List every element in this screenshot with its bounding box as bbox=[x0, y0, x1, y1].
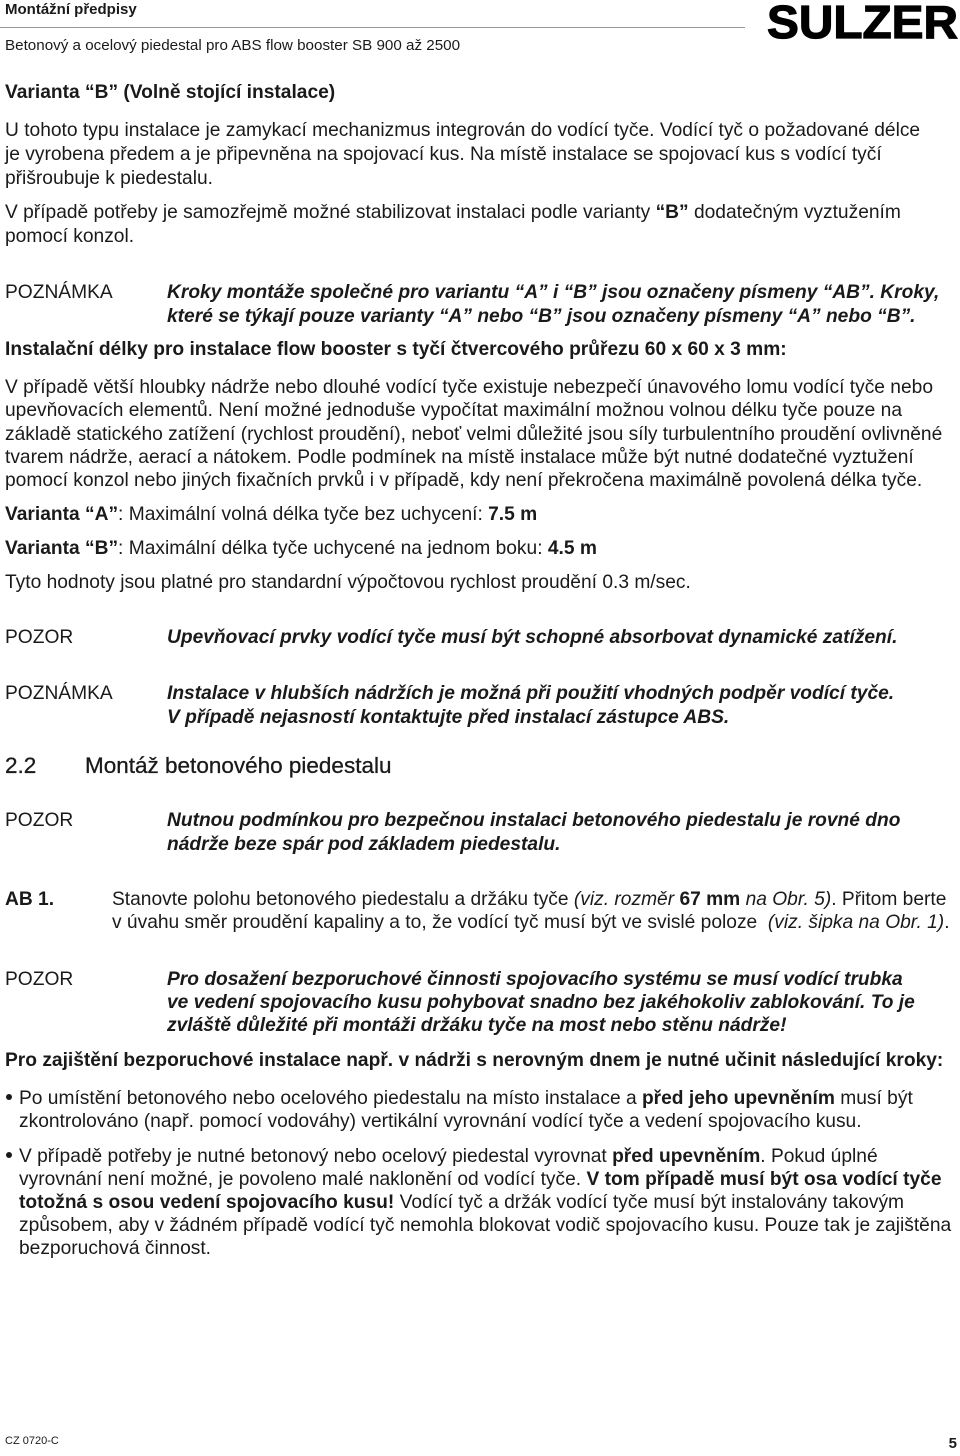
note-line: které se týkají pouze varianty “A” nebo “B” jsou označeny písmeny “A” nebo “B”. bbox=[167, 306, 916, 327]
section-heading: Varianta “B” (Volně stojící instalace) bbox=[5, 82, 336, 103]
caution-label: POZOR bbox=[5, 627, 74, 648]
text-run: . Pokud úplné bbox=[760, 1146, 878, 1167]
text-run: V případě potřeby je nutné betonový nebo ocelový piedestal vyrovnat bbox=[19, 1146, 613, 1167]
emphasis-text: totožná s osou vedení spojovacího kusu! bbox=[19, 1192, 395, 1213]
length-description: : Maximální délka tyče uchycené na jednom boku: bbox=[118, 538, 548, 559]
list-item-line bbox=[19, 1191, 904, 1215]
dimension-value: 67 mm bbox=[679, 889, 741, 910]
document-code: CZ 0720-C bbox=[5, 1435, 59, 1447]
variant-label: Varianta “B” bbox=[5, 538, 119, 559]
caution-line: nádrže beze spár pod základem piedestalu. bbox=[167, 834, 561, 855]
length-value: 7.5 m bbox=[488, 504, 538, 525]
length-value: 4.5 m bbox=[547, 538, 597, 559]
text-run: . bbox=[944, 912, 950, 933]
section-heading: Instalační délky pro instalace flow booster s tyčí čtvercového průřezu 60 x 60 x 3 mm: bbox=[5, 339, 787, 360]
variant-a-length bbox=[5, 503, 537, 527]
page-number: 5 bbox=[948, 1435, 957, 1452]
caution-line: zvláště důležité při montáži držáku tyče na most nebo stěnu nádrže! bbox=[167, 1015, 787, 1036]
emphasis-text: před jeho upevněním bbox=[641, 1088, 835, 1109]
section-number: 2.2 bbox=[5, 753, 37, 778]
variant-letter: “B” bbox=[655, 202, 689, 223]
text-run: dodatečným vyztužením bbox=[688, 202, 901, 223]
paragraph-line bbox=[5, 201, 901, 225]
text-run: Stanovte polohu betonového piedestalu a držáku tyče bbox=[112, 889, 574, 910]
paragraph-line: pomocí konzol. bbox=[5, 226, 135, 247]
caution-line: Upevňovací prvky vodící tyče musí být schopné absorbovat dynamické zatížení. bbox=[167, 627, 898, 648]
list-item-line: zkontrolováno (např. pomocí vodováhy) vertikální vyrovnání vodící tyče a vedení spojovacího kusu. bbox=[19, 1111, 862, 1132]
manual-subtitle: Betonový a ocelový piedestal pro ABS flow booster SB 900 až 2500 bbox=[5, 37, 461, 54]
paragraph-line: V případě větší hloubky nádrže nebo dlouhé vodící tyče existuje nebezpečí únavového lomu vodící tyče nebo bbox=[5, 377, 933, 398]
caution-label: POZOR bbox=[5, 810, 74, 831]
sulzer-logo bbox=[766, 3, 959, 40]
note-line: Instalace v hlubších nádržích je možná při použití vhodných podpěr vodící tyče. bbox=[167, 683, 895, 704]
text-run: v úvahu směr proudění kapaliny a to, že vodící tyč musí být ve svislé poloze bbox=[112, 912, 768, 933]
list-item-line: bezporuchová činnost. bbox=[19, 1238, 211, 1259]
list-item-line bbox=[19, 1168, 942, 1192]
steps-heading: Pro zajištění bezporuchové instalace např. v nádrži s nerovným dnem je nutné učinit následující kroky: bbox=[5, 1050, 944, 1071]
text-run: musí být bbox=[834, 1088, 913, 1109]
text-run: vyrovnání není možné, je povoleno malé naklonění od vodící tyče. bbox=[19, 1169, 587, 1190]
caution-line: Pro dosažení bezporuchové činnosti spojovacího systému se musí vodící trubka bbox=[167, 969, 903, 990]
figure-reference: (viz. šipka na Obr. 1) bbox=[767, 912, 945, 933]
step-label: AB 1. bbox=[5, 889, 55, 910]
text-run: V případě potřeby je samozřejmě možné stabilizovat instalaci podle varianty bbox=[5, 202, 656, 223]
paragraph-line: U tohoto typu instalace je zamykací mechanizmus integrován do vodící tyče. Vodící tyč o požadované délce bbox=[5, 120, 921, 141]
step-line bbox=[112, 888, 946, 912]
bullet-icon bbox=[6, 1152, 12, 1158]
text-run: Vodící tyč a držák vodící tyče musí být instalovány takovým bbox=[394, 1192, 905, 1213]
emphasis-text: před upevněním bbox=[612, 1146, 761, 1167]
step-line bbox=[112, 911, 950, 935]
caution-line: Nutnou podmínkou pro bezpečnou instalaci betonového piedestalu je rovné dno bbox=[167, 810, 901, 831]
manual-title: Montážní předpisy bbox=[5, 1, 137, 18]
caution-line: ve vedení spojovacího kusu pohybovat snadno bez jakéhokoliv zablokování. To je bbox=[167, 992, 915, 1013]
note-line: Kroky montáže společné pro variantu “A” i “B” jsou označeny písmeny “AB”. Kroky, bbox=[167, 282, 940, 303]
figure-reference: (viz. rozměr bbox=[573, 889, 680, 910]
logo-wordmark: SULZER bbox=[767, 3, 958, 40]
section-title: Montáž betonového piedestalu bbox=[85, 753, 392, 778]
bullet-icon bbox=[6, 1094, 12, 1100]
text-run: Po umístění betonového nebo ocelového piedestalu na místo instalace a bbox=[19, 1088, 642, 1109]
list-item-line bbox=[19, 1145, 878, 1169]
variant-label: Varianta “A” bbox=[5, 504, 119, 525]
note-label: POZNÁMKA bbox=[5, 683, 113, 704]
paragraph-line: upevňovacích elementů. Není možné jednoduše vypočítat maximální možnou volnou délku tyče pouze na bbox=[5, 400, 903, 421]
paragraph-line: je vyrobena předem a je připevněna na spojovací kus. Na místě instalace se spojovací kus s vodící tyčí bbox=[5, 144, 882, 165]
note-label: POZNÁMKA bbox=[5, 282, 113, 303]
header-divider bbox=[0, 27, 745, 28]
figure-reference: na Obr. 5) bbox=[740, 889, 832, 910]
length-description: : Maximální volná délka tyče bez uchycení: bbox=[118, 504, 489, 525]
paragraph-line: Tyto hodnoty jsou platné pro standardní výpočtovou rychlost proudění 0.3 m/sec. bbox=[5, 572, 691, 593]
list-item-line bbox=[19, 1087, 913, 1111]
list-item-line: způsobem, aby v žádném případě vodící tyč nemohla blokovat vodič spojovacího kusu. Pouze tak je zajištěna bbox=[19, 1215, 952, 1236]
text-run: . Přitom berte bbox=[831, 889, 947, 910]
caution-label: POZOR bbox=[5, 969, 74, 990]
note-line: V případě nejasností kontaktujte před instalací zástupce ABS. bbox=[167, 707, 730, 728]
paragraph-line: přišroubuje k piedestalu. bbox=[5, 168, 213, 189]
paragraph-line: základě statického zatížení (rychlost proudění), neboť velmi důležité jsou síly turbulentního proudění ovlivněné bbox=[5, 424, 943, 445]
variant-b-length bbox=[5, 537, 597, 561]
emphasis-text: V tom případě musí být osa vodící tyče bbox=[586, 1169, 942, 1190]
paragraph-line: tvarem nádrže, aerací a nátokem. Podle podmínek na místě instalace může být nutné dodatečné vyztužení bbox=[5, 447, 914, 468]
paragraph-line: pomocí konzol nebo jiných fixačních prvků i v případě, kdy není překročena maximálně povolená délka tyče. bbox=[5, 470, 923, 491]
